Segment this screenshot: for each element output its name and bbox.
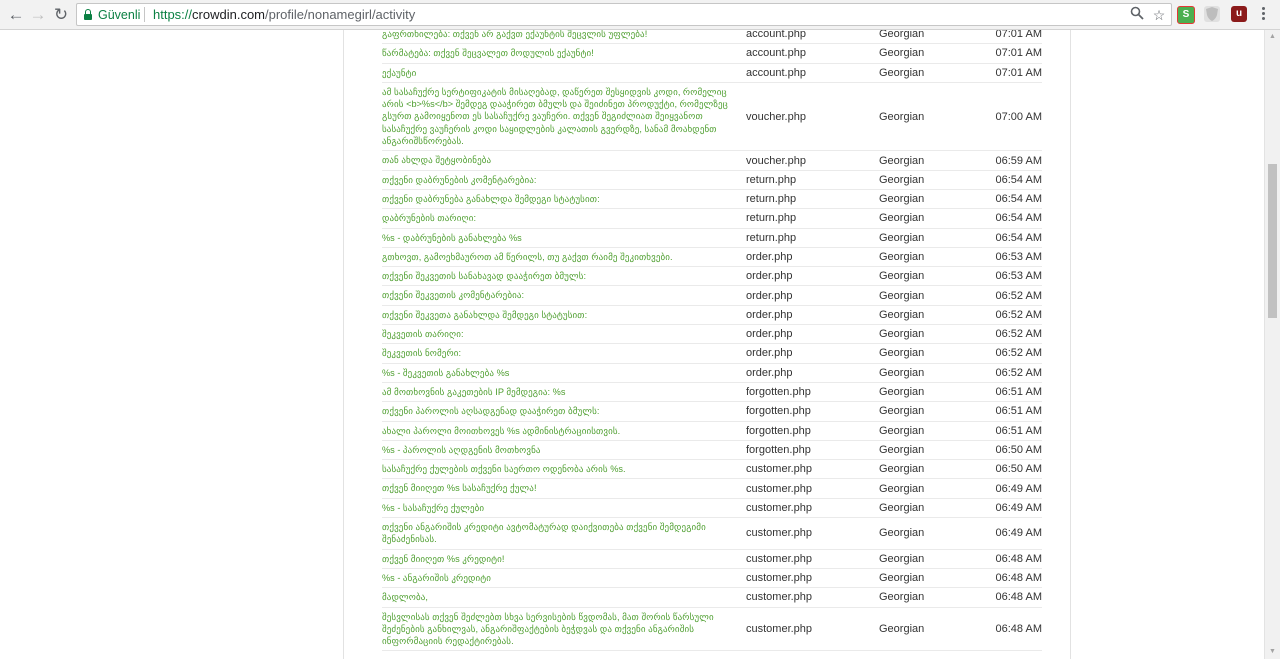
table-row: [382, 569, 1042, 588]
language: Georgian: [879, 424, 925, 437]
table-row: [382, 479, 1042, 498]
file-name: customer.php: [746, 591, 813, 604]
file-name: customer.php: [746, 463, 813, 476]
language: Georgian: [879, 308, 925, 321]
file-name: order.php: [746, 347, 793, 360]
translation-text[interactable]: გაფრთხილება: თქვენ არ გაქვთ ექაუნტის შეცვლის უფლება!: [382, 30, 648, 39]
file-name: order.php: [746, 289, 793, 302]
table-row: [382, 441, 1042, 460]
timestamp: 06:52 AM: [995, 289, 1042, 302]
translation-text[interactable]: %s - პაროლის აღდგენის მოთხოვნა: [382, 444, 541, 455]
file-name: customer.php: [746, 501, 813, 514]
scroll-thumb[interactable]: [1268, 164, 1277, 318]
language: Georgian: [879, 552, 925, 565]
timestamp: 06:50 AM: [995, 463, 1042, 476]
file-name: customer.php: [746, 622, 813, 635]
file-name: forgotten.php: [746, 405, 811, 418]
table-row: [382, 209, 1042, 228]
table-row: [382, 306, 1042, 325]
timestamp: 06:48 AM: [995, 622, 1042, 635]
language: Georgian: [879, 622, 925, 635]
file-name: forgotten.php: [746, 443, 811, 456]
language: Georgian: [879, 66, 925, 79]
timestamp: 06:52 AM: [995, 366, 1042, 379]
timestamp: 06:52 AM: [995, 347, 1042, 360]
translation-text[interactable]: %s - დაბრუნების განახლება %s: [382, 232, 522, 243]
file-name: customer.php: [746, 482, 813, 495]
extension-shield-icon[interactable]: [1204, 6, 1220, 22]
timestamp: 06:52 AM: [995, 308, 1042, 321]
language: Georgian: [879, 463, 925, 476]
language: Georgian: [879, 231, 925, 244]
bookmark-star-icon[interactable]: ☆: [1152, 7, 1166, 23]
table-row: [382, 151, 1042, 170]
file-name: order.php: [746, 366, 793, 379]
timestamp: 06:50 AM: [995, 443, 1042, 456]
translation-text[interactable]: დაბრუნების თარიღი:: [382, 213, 476, 224]
language: Georgian: [879, 366, 925, 379]
table-row: [382, 44, 1042, 63]
translation-text[interactable]: %s - შეკვეთის განახლება %s: [382, 367, 510, 378]
translation-text[interactable]: გთხოვთ, გამოეხმაუროთ ამ წერილს, თუ გაქვთ რაიმე შეკითხვები.: [382, 251, 673, 262]
timestamp: 06:51 AM: [995, 424, 1042, 437]
translation-text[interactable]: შეკვეთის ნომერი:: [382, 348, 462, 359]
language: Georgian: [879, 386, 925, 399]
browser-menu-icon[interactable]: [1262, 6, 1266, 24]
table-row: [382, 402, 1042, 421]
table-row: [382, 171, 1042, 190]
translation-text[interactable]: %s - სასაჩუქრე ქულები: [382, 502, 485, 513]
file-name: customer.php: [746, 527, 813, 540]
language: Georgian: [879, 591, 925, 604]
translation-text[interactable]: ექაუნტი: [382, 67, 417, 78]
reload-icon[interactable]: ↻: [53, 5, 69, 24]
table-row: [382, 30, 1042, 44]
table-row: [382, 248, 1042, 267]
page-scrollbar[interactable]: [1264, 30, 1280, 659]
table-row: [382, 550, 1042, 569]
language: Georgian: [879, 173, 925, 186]
file-name: forgotten.php: [746, 386, 811, 399]
file-name: order.php: [746, 270, 793, 283]
language: Georgian: [879, 405, 925, 418]
language: Georgian: [879, 527, 925, 540]
table-row: [382, 588, 1042, 607]
url-text[interactable]: [153, 7, 415, 22]
url-scheme: https://: [153, 7, 193, 22]
file-name: order.php: [746, 328, 793, 341]
activity-table: [382, 30, 1042, 651]
translation-text[interactable]: შეკვეთის თარიღი:: [382, 329, 464, 340]
extension-ublock-icon[interactable]: u: [1231, 6, 1247, 22]
translation-text[interactable]: ამ სასაჩუქრე სერტიფიკატის მისაღებად, დაწერეთ შესყიდვის კოდი, რომელიც არის <b>%s</b> შემდეგ დააჭირეთ ბმულს და შეიძინეთ პროდუქტი, რომელზეც გსურთ გამოიყენოთ ეს სასაჩუქრე ვაუჩერი. თქვენ შეგიძლიათ შეიყვანოთ სასაჩუქრე ვაუჩერის კოდი საყიდლების კალათის გვერდზე, სანამ მოახდენთ ანგარიშსწორებას.: [382, 86, 728, 147]
file-name: forgotten.php: [746, 424, 811, 437]
timestamp: 07:00 AM: [995, 110, 1042, 123]
table-row: [382, 83, 1042, 151]
file-name: account.php: [746, 47, 806, 60]
timestamp: 06:59 AM: [995, 154, 1042, 167]
table-row: [382, 325, 1042, 344]
table-row: [382, 499, 1042, 518]
activity-panel: [343, 30, 1071, 659]
translation-text[interactable]: თქვენი შეკვეთა განახლდა შემდეგი სტატუსით:: [382, 309, 588, 320]
timestamp: 06:54 AM: [995, 212, 1042, 225]
timestamp: 06:49 AM: [995, 482, 1042, 495]
file-name: return.php: [746, 212, 797, 225]
timestamp: 06:54 AM: [995, 193, 1042, 206]
timestamp: 06:52 AM: [995, 328, 1042, 341]
translation-text[interactable]: თქვენ მიიღეთ %s სასაჩუქრე ქულა!: [382, 483, 537, 494]
scroll-up-icon[interactable]: ▲: [1269, 33, 1276, 40]
translation-text[interactable]: თქვენი დაბრუნება განახლდა შემდეგი სტატუსით:: [382, 193, 600, 204]
language: Georgian: [879, 212, 925, 225]
language: Georgian: [879, 154, 925, 167]
table-row: [382, 460, 1042, 479]
file-name: customer.php: [746, 572, 813, 585]
language: Georgian: [879, 47, 925, 60]
table-row: [382, 267, 1042, 286]
translation-text[interactable]: თან ახლდა შეტყობინება: [382, 155, 492, 166]
translation-text[interactable]: %s - ანგარიშის კრედიტი: [382, 572, 492, 583]
file-name: voucher.php: [746, 154, 806, 167]
timestamp: 06:53 AM: [995, 270, 1042, 283]
translation-text[interactable]: სასაჩუქრე ქულების თქვენი საერთო ოდენობა არის %s.: [382, 464, 626, 475]
language: Georgian: [879, 328, 925, 341]
translation-text[interactable]: შესვლისას თქვენ შეძლებთ სხვა სერვისების წვდომას, მათ შორის წარსული შეძენების განხილვას, ანგარიშფაქტების ბეჭდვას და თქვენი ანგარიშის ინფორმაციის რედაქტირებას.: [382, 611, 714, 647]
timestamp: 07:01 AM: [995, 30, 1042, 41]
translation-text[interactable]: წარმატება: თქვენ შეცვალეთ მოდულის ექაუნტი!: [382, 48, 594, 59]
address-bar[interactable]: [76, 3, 1172, 26]
translation-text[interactable]: თქვენ მიიღეთ %s კრედიტი!: [382, 553, 505, 564]
table-row: [382, 383, 1042, 402]
translation-text[interactable]: თქვენი დაბრუნების კომენტარებია:: [382, 174, 537, 185]
translation-text[interactable]: ახალი პაროლი მოითხოვეს %s ადმინისტრაციისთვის.: [382, 425, 621, 436]
table-row: [382, 229, 1042, 248]
language: Georgian: [879, 347, 925, 360]
url-path: /profile/nonamegirl/activity: [265, 7, 416, 22]
lock-icon[interactable]: [84, 9, 92, 20]
page-viewport: [0, 30, 1264, 659]
timestamp: 06:48 AM: [995, 591, 1042, 604]
table-row: [382, 344, 1042, 363]
file-name: return.php: [746, 173, 797, 186]
omnibox-divider: [144, 7, 145, 22]
language: Georgian: [879, 193, 925, 206]
language: Georgian: [879, 482, 925, 495]
translation-text[interactable]: თქვენი შეკვეთის კომენტარებია:: [382, 290, 525, 301]
translation-text[interactable]: ამ მოთხოვნის გაკეთების IP მემდეგია: %s: [382, 386, 566, 397]
timestamp: 06:54 AM: [995, 173, 1042, 186]
file-name: return.php: [746, 193, 797, 206]
language: Georgian: [879, 251, 925, 263]
file-name: order.php: [746, 251, 793, 263]
timestamp: 06:51 AM: [995, 405, 1042, 418]
language: Georgian: [879, 572, 925, 585]
back-icon[interactable]: ←: [7, 5, 25, 24]
table-row: [382, 364, 1042, 383]
scroll-down-icon[interactable]: ▼: [1269, 648, 1276, 655]
file-name: order.php: [746, 308, 793, 321]
file-name: customer.php: [746, 552, 813, 565]
timestamp: 06:53 AM: [995, 251, 1042, 263]
language: Georgian: [879, 289, 925, 302]
timestamp: 06:48 AM: [995, 572, 1042, 585]
table-row: [382, 190, 1042, 209]
translation-text[interactable]: თქვენი პაროლის აღსადგენად დააჭირეთ ბმულს:: [382, 406, 600, 417]
table-row: [382, 286, 1042, 305]
language: Georgian: [879, 110, 925, 123]
timestamp: 06:49 AM: [995, 501, 1042, 514]
zoom-icon[interactable]: [1128, 6, 1146, 24]
forward-icon[interactable]: →: [29, 5, 47, 24]
timestamp: 07:01 AM: [995, 47, 1042, 60]
timestamp: 06:51 AM: [995, 386, 1042, 399]
table-row: [382, 608, 1042, 652]
file-name: voucher.php: [746, 110, 806, 123]
language: Georgian: [879, 30, 925, 41]
browser-toolbar: [0, 0, 1280, 30]
file-name: account.php: [746, 30, 806, 41]
file-name: return.php: [746, 231, 797, 244]
timestamp: 07:01 AM: [995, 66, 1042, 79]
url-host: crowdin.com: [192, 7, 265, 22]
secure-label[interactable]: Güvenli: [98, 8, 141, 22]
timestamp: 06:49 AM: [995, 527, 1042, 540]
language: Georgian: [879, 443, 925, 456]
timestamp: 06:48 AM: [995, 552, 1042, 565]
table-row: [382, 422, 1042, 441]
language: Georgian: [879, 270, 925, 283]
table-row: [382, 64, 1042, 83]
file-name: account.php: [746, 66, 806, 79]
timestamp: 06:54 AM: [995, 231, 1042, 244]
translation-text[interactable]: თქვენი შეკვეთის სანახავად დააჭირეთ ბმულს:: [382, 271, 587, 282]
table-row: [382, 518, 1042, 550]
translation-text[interactable]: მადლობა,: [382, 592, 428, 603]
language: Georgian: [879, 501, 925, 514]
extension-s-icon[interactable]: S: [1177, 6, 1195, 24]
translation-text[interactable]: თქვენი ანგარიშის კრედიტი ავტომატურად დაიქვითება თქვენი შემდეგიმი შენაძენისას.: [382, 522, 706, 545]
